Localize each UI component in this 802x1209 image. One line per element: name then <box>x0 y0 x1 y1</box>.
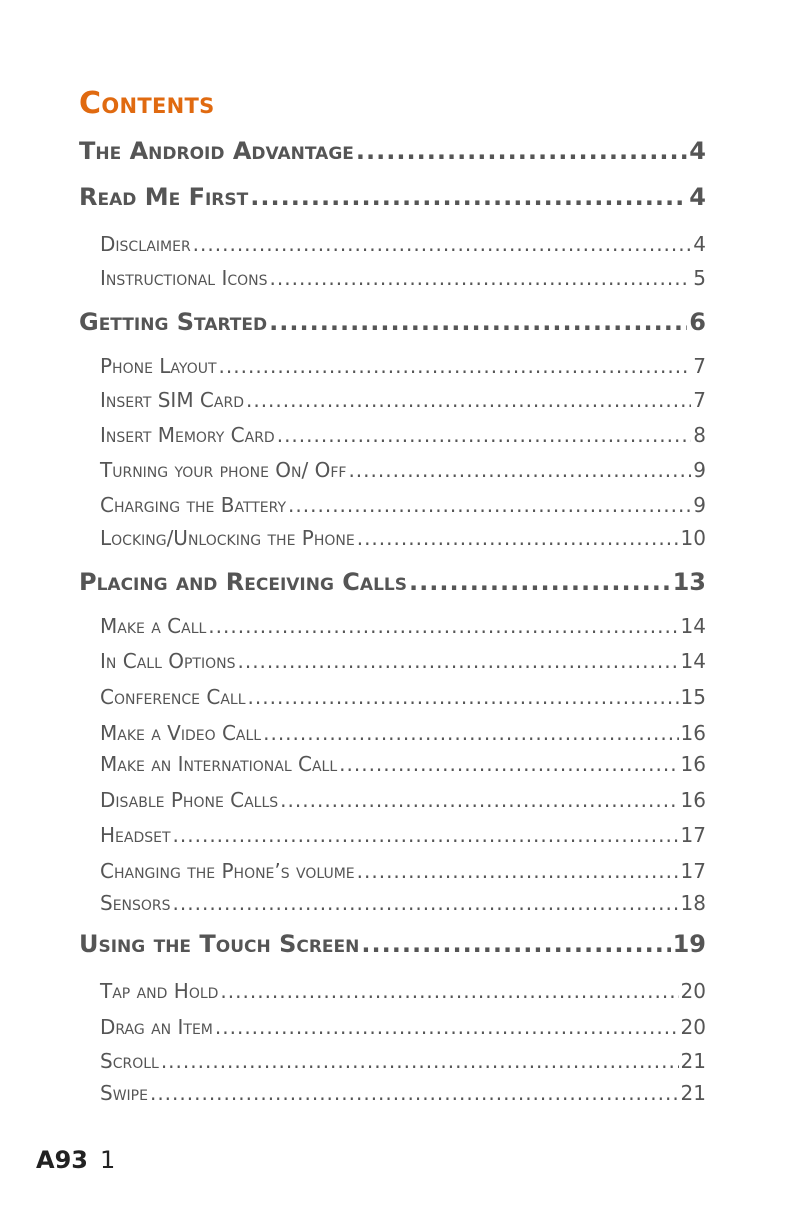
toc-entry-page: 4 <box>689 183 706 211</box>
toc-entry-label: Disable Phone Calls <box>100 788 279 812</box>
page-footer <box>36 1146 115 1174</box>
toc-entry[interactable] <box>100 721 706 745</box>
toc-entry-page: 4 <box>693 232 706 256</box>
toc-entry-label: Phone Layout <box>100 354 217 378</box>
toc-entry-page: 5 <box>693 266 706 290</box>
toc-entry-page: 10 <box>680 526 706 550</box>
toc-entry-label: Drag an Item <box>100 1015 213 1039</box>
dot-leader <box>161 1049 679 1073</box>
toc-entry[interactable] <box>100 266 706 290</box>
toc-entry-label: Charging the Battery <box>100 493 287 517</box>
dot-leader <box>339 752 678 776</box>
toc-entry-page: 9 <box>693 458 706 482</box>
toc-entry[interactable] <box>100 232 706 256</box>
dot-leader <box>277 423 692 447</box>
toc-entry-page: 17 <box>680 823 706 847</box>
toc-entry-label: Getting Started <box>79 308 268 336</box>
dot-leader <box>357 859 679 883</box>
dot-leader <box>208 614 678 638</box>
toc-entry[interactable] <box>100 493 706 517</box>
toc-entry[interactable] <box>100 1081 706 1105</box>
toc-entry[interactable] <box>100 423 706 447</box>
toc-entry[interactable] <box>100 859 706 883</box>
toc-entry-label: Changing the Phone’s volume <box>100 859 355 883</box>
toc-entry[interactable] <box>100 388 706 412</box>
toc-entry-label: Tap and Hold <box>100 979 219 1003</box>
toc-entry-page: 4 <box>689 137 706 165</box>
toc-entry[interactable] <box>100 649 706 673</box>
toc-entry-page: 14 <box>680 614 706 638</box>
toc-entry-page: 18 <box>680 891 706 915</box>
page-number: 1 <box>99 1146 116 1174</box>
toc-entry-label: Conference Call <box>100 685 246 709</box>
toc-entry-page: 14 <box>680 649 706 673</box>
dot-leader <box>270 266 692 290</box>
toc-entry-page: 16 <box>680 788 706 812</box>
toc-entry-label: Sensors <box>100 891 171 915</box>
toc-entry[interactable] <box>100 823 706 847</box>
toc-entry[interactable] <box>79 930 706 958</box>
toc-entry[interactable] <box>100 354 706 378</box>
toc-entry-label: The Android Advantage <box>79 137 354 165</box>
dot-leader <box>357 526 679 550</box>
toc-entry-page: 15 <box>680 685 706 709</box>
toc-entry-label: Using the Touch Screen <box>79 930 360 958</box>
dot-leader <box>173 823 679 847</box>
dot-leader <box>269 308 687 336</box>
toc-entry-page: 6 <box>689 308 706 336</box>
toc-entry-page: 13 <box>672 568 706 596</box>
toc-entry-page: 20 <box>680 1015 706 1039</box>
toc-entry-label: Swipe <box>100 1081 148 1105</box>
page-title: Contents <box>79 86 215 121</box>
toc-entry[interactable] <box>100 614 706 638</box>
toc-entry[interactable] <box>79 183 706 211</box>
toc-entry[interactable] <box>79 308 706 336</box>
toc-entry-label: Instructional Icons <box>100 266 268 290</box>
toc-entry-page: 7 <box>693 354 706 378</box>
toc-entry[interactable] <box>100 458 706 482</box>
toc-entry-page: 17 <box>680 859 706 883</box>
toc-entry-page: 21 <box>680 1081 706 1105</box>
dot-leader <box>237 649 678 673</box>
toc-entry-page: 9 <box>693 493 706 517</box>
toc-entry[interactable] <box>100 788 706 812</box>
toc-entry-label: Insert SIM Card <box>100 388 244 412</box>
dot-leader <box>361 930 670 958</box>
toc-entry-page: 7 <box>693 388 706 412</box>
toc-entry-label: Insert Memory Card <box>100 423 275 447</box>
dot-leader <box>280 788 678 812</box>
dot-leader <box>150 1081 679 1105</box>
toc-entry[interactable] <box>100 1049 706 1073</box>
toc-entry-page: 8 <box>693 423 706 447</box>
dot-leader <box>248 685 679 709</box>
dot-leader <box>288 493 691 517</box>
toc-entry-label: Make a Call <box>100 614 207 638</box>
dot-leader <box>215 1015 679 1039</box>
dot-leader <box>348 458 691 482</box>
toc-entry-label: Placing and Receiving Calls <box>79 568 407 596</box>
toc-entry-label: Disclaimer <box>100 232 191 256</box>
toc-entry-page: 19 <box>672 930 706 958</box>
model-name: A93 <box>36 1146 88 1174</box>
toc-entry-label: Scroll <box>100 1049 159 1073</box>
toc-entry[interactable] <box>100 685 706 709</box>
dot-leader <box>409 568 671 596</box>
toc-entry-label: Locking/Unlocking the Phone <box>100 526 355 550</box>
dot-leader <box>193 232 692 256</box>
toc-entry-label: Make a Video Call <box>100 721 262 745</box>
dot-leader <box>220 979 678 1003</box>
toc-entry-label: Turning your phone On/ Off <box>100 458 347 482</box>
dot-leader <box>250 183 687 211</box>
toc-entry-label: Headset <box>100 823 171 847</box>
toc-entry-label: Read Me First <box>79 183 249 211</box>
toc-entry[interactable] <box>79 568 706 596</box>
toc-entry-page: 16 <box>680 721 706 745</box>
dot-leader <box>219 354 692 378</box>
toc-entry[interactable] <box>100 526 706 550</box>
toc-entry-label: In Call Options <box>100 649 236 673</box>
toc-entry-page: 16 <box>680 752 706 776</box>
toc-entry-label: Make an International Call <box>100 752 338 776</box>
toc-entry[interactable] <box>100 979 706 1003</box>
toc-entry[interactable] <box>100 1015 706 1039</box>
toc-entry-page: 21 <box>680 1049 706 1073</box>
toc-entry[interactable] <box>79 137 706 165</box>
toc-entry[interactable] <box>100 752 706 776</box>
dot-leader <box>356 137 687 165</box>
dot-leader <box>263 721 678 745</box>
toc-entry-page: 20 <box>680 979 706 1003</box>
dot-leader <box>173 891 679 915</box>
dot-leader <box>246 388 691 412</box>
toc-entry[interactable] <box>100 891 706 915</box>
